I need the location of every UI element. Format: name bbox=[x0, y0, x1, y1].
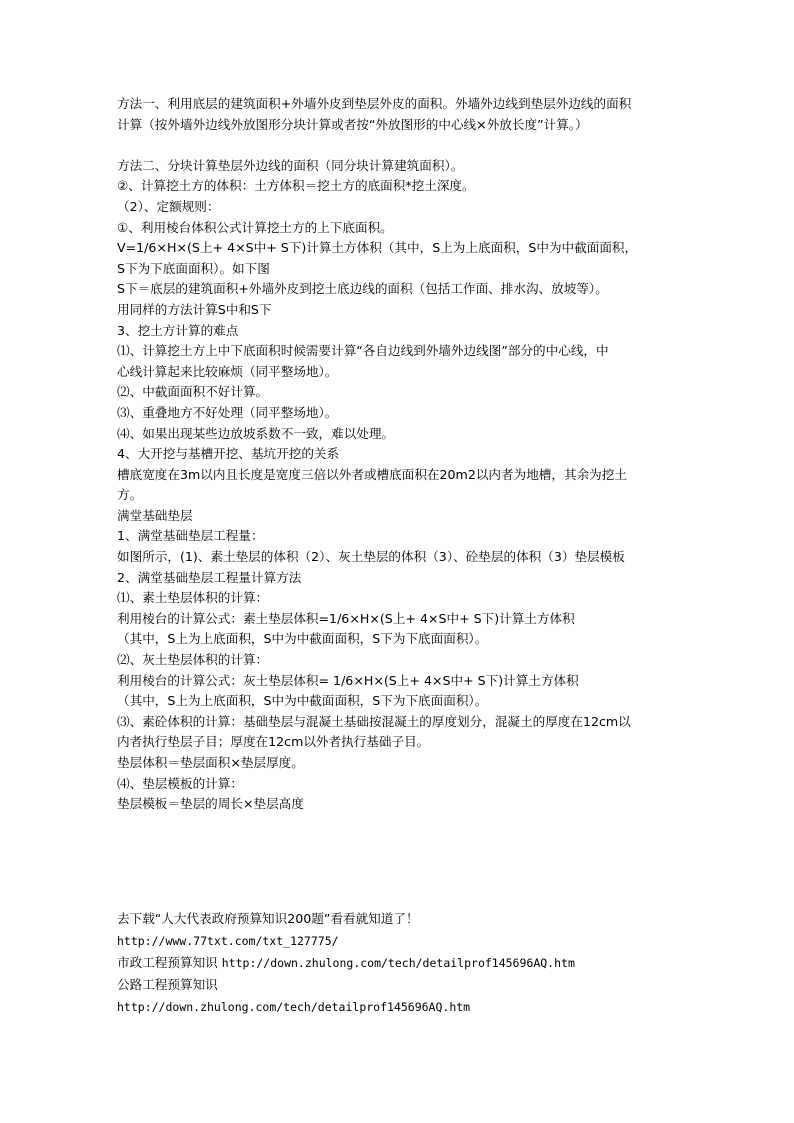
text-line: ⑶、重叠地方不好处理（同平整场地）。 bbox=[117, 404, 338, 420]
text-line: 如图所示，(1)、素土垫层的体积（2）、灰土垫层的体积（3）、砼垫层的体积（3）垫层模板 bbox=[117, 549, 625, 565]
url-link[interactable]: http://down.zhulong.com/tech/detailprof145696AQ.htm bbox=[221, 956, 575, 970]
text-line: （其中，S上为上底面积，S中为中截面面积，S下为下底面面积）。 bbox=[117, 693, 488, 709]
text-line: 心线计算起来比较麻烦（同平整场地）。 bbox=[117, 363, 338, 379]
section-heading: 满堂基础垫层 bbox=[117, 507, 193, 523]
blank-line bbox=[117, 135, 687, 156]
text-line: 垫层模板＝垫层的周长×垫层高度 bbox=[117, 796, 304, 812]
text-line: ①、利用棱台体积公式计算挖土方的上下底面积。 bbox=[117, 219, 393, 235]
text-line: 垫层体积＝垫层面积×垫层厚度。 bbox=[117, 755, 304, 770]
footer-links bbox=[117, 908, 687, 1018]
url-link[interactable]: http://www.77txt.com/txt_127775/ bbox=[117, 934, 339, 948]
text-line: 利用棱台的计算公式：素土垫层体积=1/6×H×(S上+ 4×S中+ S下)计算土方体积 bbox=[117, 610, 575, 626]
link-label: 市政工程预算知识 bbox=[117, 955, 218, 970]
text-line: S下＝底层的建筑面积+外墙外皮到挖土底边线的面积（包括工作面、排水沟、放坡等）。 bbox=[117, 281, 608, 297]
text-line: 方。 bbox=[117, 487, 143, 503]
text-line: （2）、定额规则： bbox=[117, 198, 220, 214]
section-heading: 4、大开挖与基槽开挖、基坑开挖的关系 bbox=[117, 446, 340, 462]
text-line: ⑷、垫层模板的计算： bbox=[117, 775, 243, 791]
text-line: 利用棱台的计算公式：灰土垫层体积= 1/6×H×(S上+ 4×S中+ S下)计算土方体积 bbox=[117, 672, 579, 688]
text-line: 槽底宽度在3m以内且长度是宽度三倍以外者或槽底面积在20m2以内者为地槽，其余为挖土 bbox=[117, 466, 627, 482]
text-line: V=1/6×H×(S上+ 4×S中+ S下)计算土方体积（其中，S上为上底面积，S中为中截面面积， bbox=[117, 240, 638, 256]
text-line: （其中，S上为上底面积，S中为中截面面积，S下为下底面面积）。 bbox=[117, 631, 488, 647]
text-line: ⑶、素砼体积的计算：基础垫层与混凝土基础按混凝土的厚度划分，混凝土的厚度在12cm以 bbox=[117, 713, 631, 729]
text-line: ⑷、如果出现某些边放坡系数不一致，难以处理。 bbox=[117, 425, 395, 441]
document-body bbox=[117, 94, 687, 815]
text-line: 计算（按外墙外边线外放图形分块计算或者按“外放图形的中心线×外放长度”计算。） bbox=[117, 116, 588, 132]
url-link[interactable]: http://down.zhulong.com/tech/detailprof145696AQ.htm bbox=[117, 1000, 471, 1014]
text-line: ⑵、中截面面积不好计算。 bbox=[117, 384, 269, 400]
text-line: S下为下底面面积）。如下图 bbox=[117, 260, 270, 276]
link-label: 公路工程预算知识 bbox=[117, 977, 218, 992]
text-line: 1、满堂基础垫层工程量： bbox=[117, 528, 264, 544]
text-line: ⑵、灰土垫层体积的计算： bbox=[117, 652, 269, 668]
text-line: 用同样的方法计算S中和S下 bbox=[117, 301, 272, 317]
link-line bbox=[117, 952, 687, 974]
text-line: ②、计算挖土方的体积：土方体积＝挖土方的底面积*挖土深度。 bbox=[117, 178, 475, 194]
text-line: 内者执行垫层子目；厚度在12cm以外者执行基础子目。 bbox=[117, 734, 430, 750]
text-line: 方法二、分块计算垫层外边线的面积（同分块计算建筑面积）。 bbox=[117, 157, 464, 173]
text-line: ⑴、素土垫层体积的计算： bbox=[117, 590, 269, 606]
text-line: 方法一、利用底层的建筑面积+外墙外皮到垫层外皮的面积。外墙外边线到垫层外边线的面积 bbox=[117, 96, 632, 111]
download-note: 去下载“人大代表政府预算知识200题”看看就知道了！ bbox=[117, 911, 419, 926]
text-line: 2、满堂基础垫层工程量计算方法 bbox=[117, 569, 302, 585]
section-heading: 3、挖土方计算的难点 bbox=[117, 322, 239, 338]
text-line: ⑴、计算挖土方上中下底面积时候需要计算“各自边线到外墙外边线图”部分的中心线，中 bbox=[117, 343, 609, 359]
